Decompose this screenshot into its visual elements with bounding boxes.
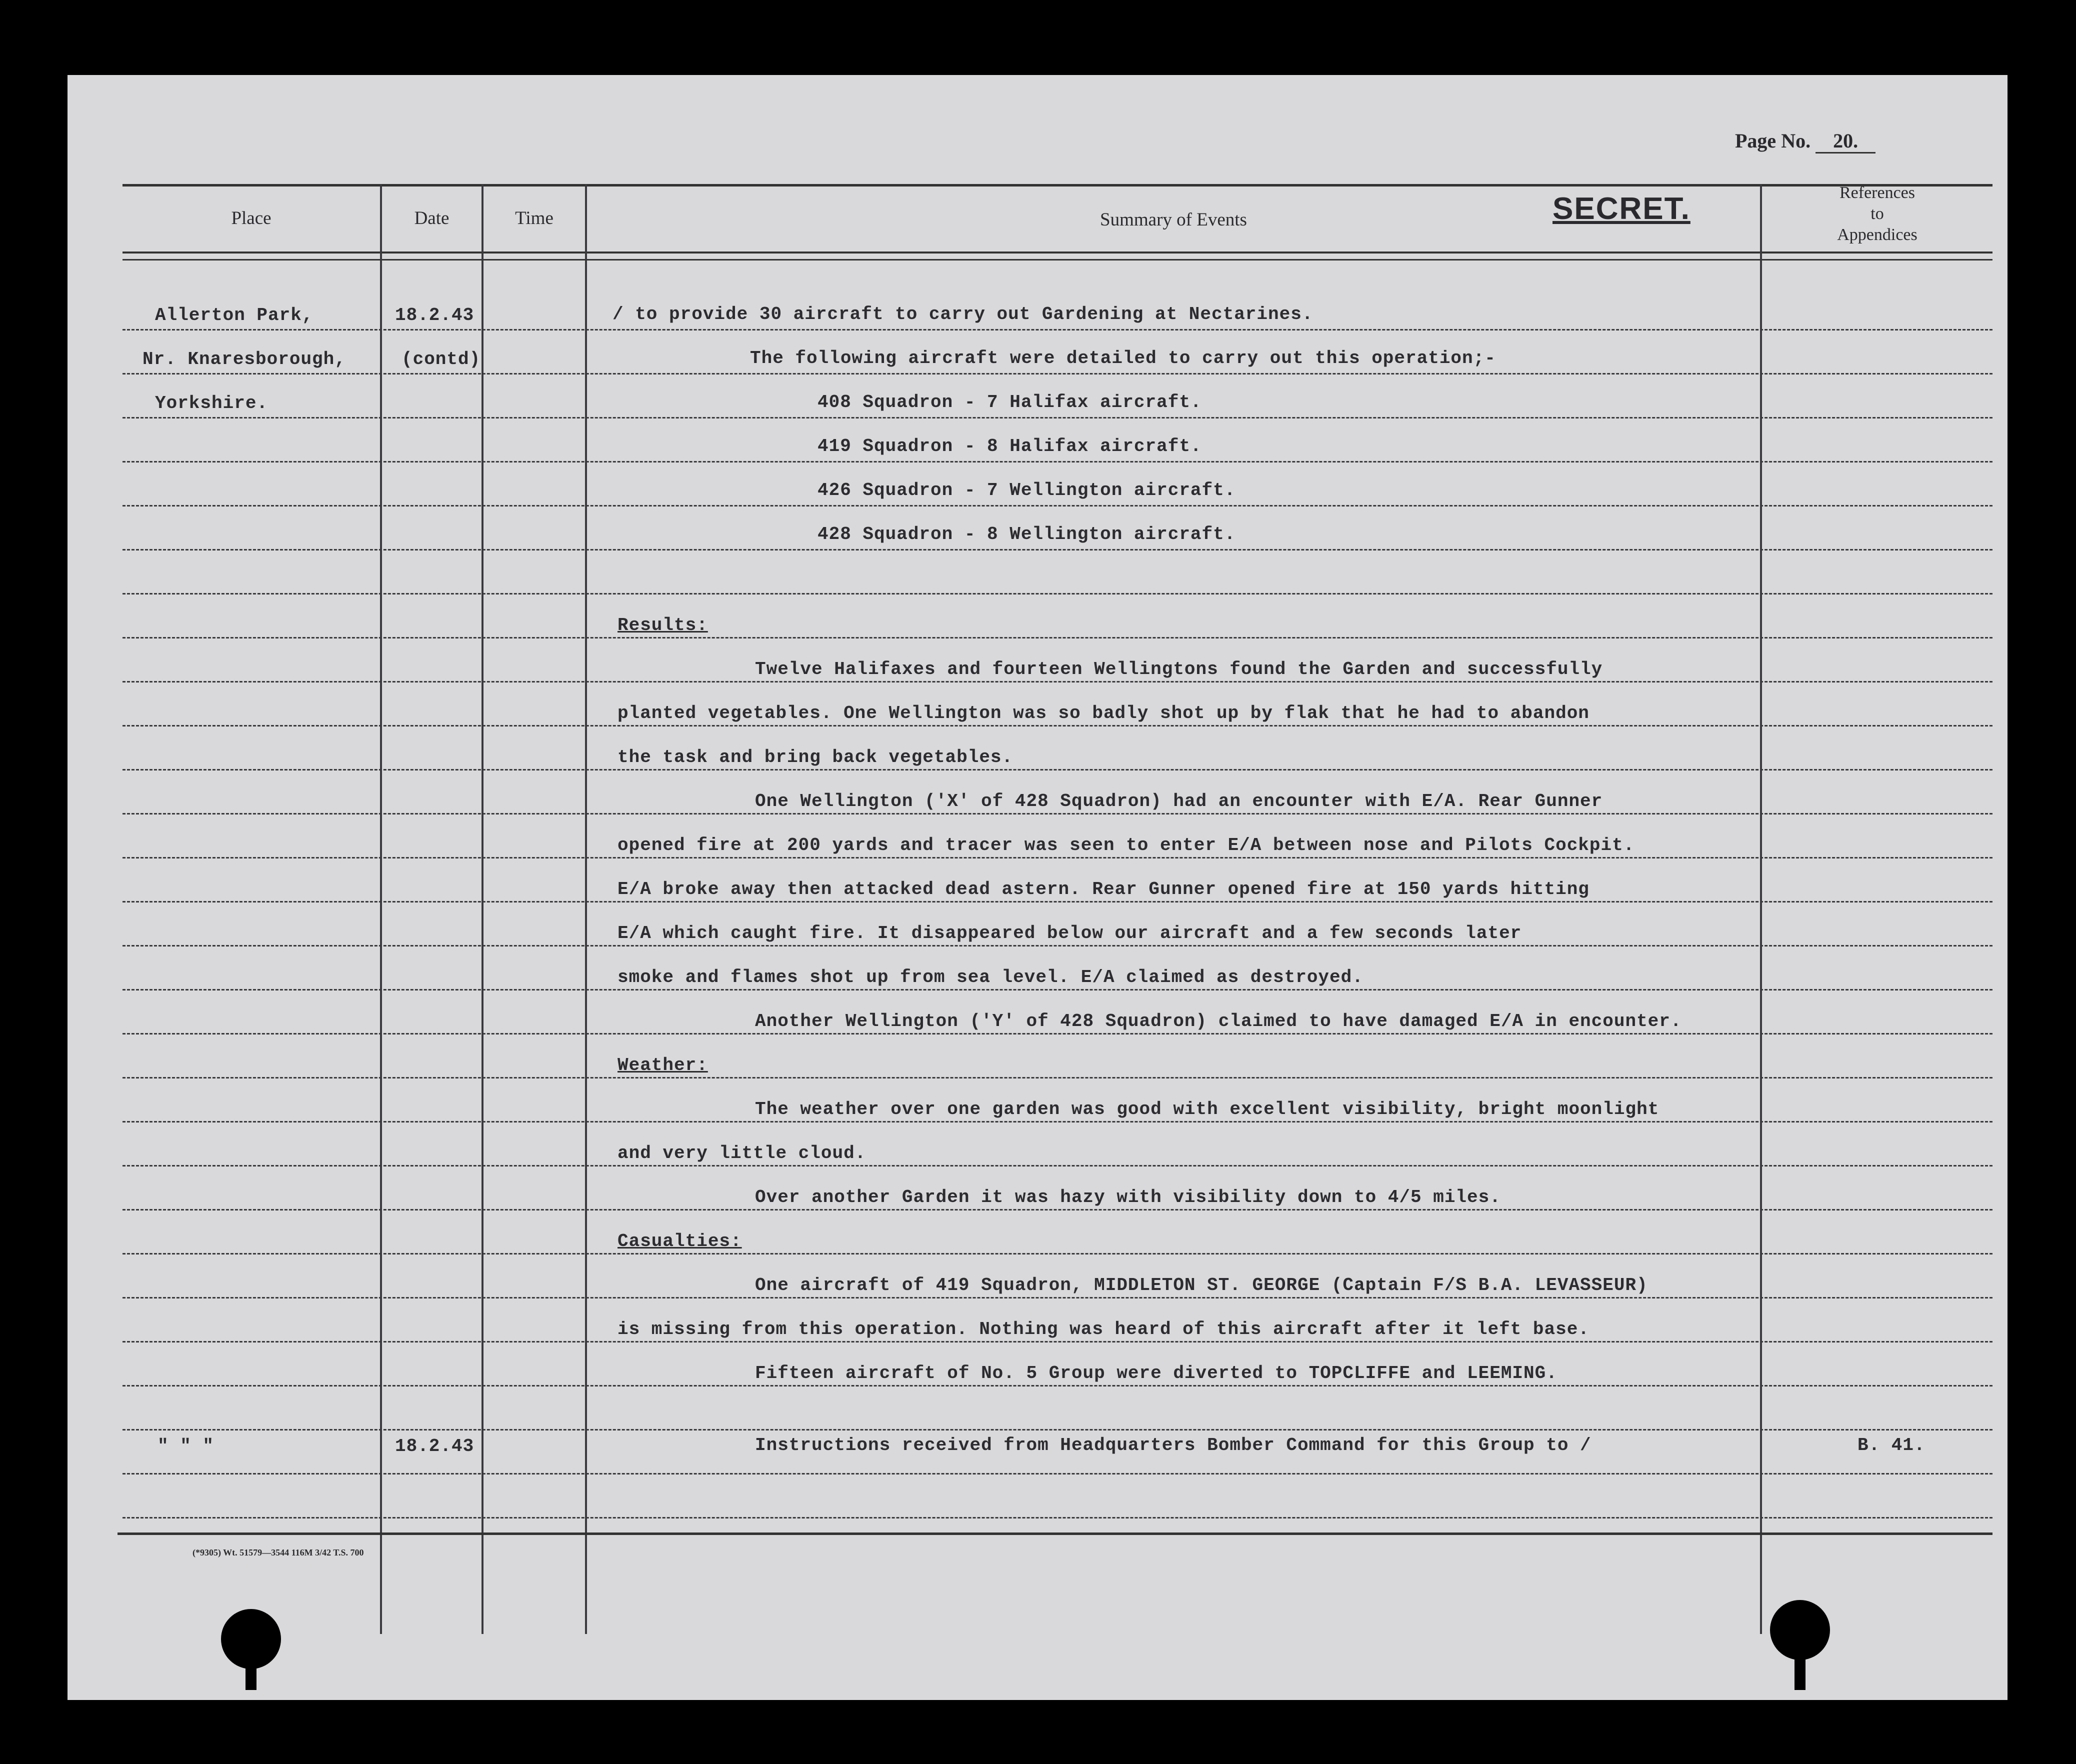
- ruled-line: [122, 1385, 1992, 1386]
- weather-line-1: The weather over one garden was good with excellent visibility, bright moonlight: [755, 1099, 1660, 1120]
- casualties-line-1: One aircraft of 419 Squadron, MIDDLETON ST. GEORGE (Captain F/S B.A. LEVASSEUR): [755, 1275, 1648, 1296]
- last-entry-date: 18.2.43: [395, 1436, 474, 1456]
- weather-line-2: and very little cloud.: [618, 1143, 866, 1164]
- ruled-line: [122, 945, 1992, 946]
- header-place: Place: [231, 208, 272, 228]
- results-line-3: the task and bring back vegetables.: [618, 747, 1014, 768]
- header-date: Date: [414, 208, 450, 228]
- last-entry-reference: B. 41.: [1858, 1435, 1926, 1456]
- place-line-3: Yorkshire.: [155, 393, 268, 414]
- ruled-line: [122, 1077, 1992, 1078]
- column-divider-place: [380, 184, 382, 1634]
- header-references-line2: to: [1870, 204, 1884, 223]
- print-code: (*9305) Wt. 51579—3544 116M 3/42 T.S. 700: [192, 1548, 364, 1558]
- ruled-line: [122, 1033, 1992, 1034]
- casualties-heading: Casualties:: [618, 1231, 742, 1252]
- results-line-2: planted vegetables. One Wellington was so badly shot up by flak that he had to abandon: [618, 703, 1590, 724]
- punch-hole-right-slot: [1794, 1650, 1806, 1690]
- ruled-line: [122, 1297, 1992, 1298]
- results-line-6: E/A broke away then attacked dead astern. Rear Gunner opened fire at 150 yards hitting: [618, 879, 1590, 900]
- ruled-line: [122, 329, 1992, 330]
- ruled-line: [122, 505, 1992, 506]
- squadron-line-419: 419 Squadron - 8 Halifax aircraft.: [818, 436, 1202, 456]
- header-references: [1762, 182, 1992, 246]
- summary-line-1: / to provide 30 aircraft to carry out Gardening at Nectarines.: [612, 304, 1314, 324]
- page-number: 20.: [1816, 130, 1876, 154]
- punch-hole-left-slot: [246, 1660, 256, 1690]
- header-references-line3: Appendices: [1837, 226, 1918, 244]
- casualties-line-2: is missing from this operation. Nothing was heard of this aircraft after it left base.: [618, 1319, 1590, 1340]
- ruled-line: [122, 1121, 1992, 1122]
- ruled-line: [122, 593, 1992, 594]
- ruled-line: [122, 1209, 1992, 1210]
- weather-line-3: Over another Garden it was hazy with visibility down to 4/5 miles.: [755, 1187, 1501, 1208]
- results-line-8: smoke and flames shot up from sea level. E/A claimed as destroyed.: [618, 967, 1364, 988]
- ruled-line: [122, 637, 1992, 638]
- war-diary-sheet: [68, 75, 2008, 1700]
- ruled-line: [122, 1517, 1992, 1518]
- ruled-line: [122, 1429, 1992, 1430]
- ruled-line: [122, 989, 1992, 990]
- ruled-line: [122, 857, 1992, 858]
- place-line-2: Nr. Knaresborough,: [142, 349, 346, 370]
- squadron-line-426: 426 Squadron - 7 Wellington aircraft.: [818, 480, 1236, 500]
- ruled-line: [122, 1341, 1992, 1342]
- header-time: Time: [515, 208, 554, 228]
- ruled-line: [122, 373, 1992, 374]
- ruled-line: [122, 1473, 1992, 1474]
- summary-line-2: The following aircraft were detailed to carry out this operation;-: [750, 348, 1496, 368]
- weather-heading: Weather:: [618, 1055, 708, 1076]
- ruled-line: [122, 549, 1992, 550]
- results-line-9: Another Wellington ('Y' of 428 Squadron) claimed to have damaged E/A in encounter.: [755, 1011, 1682, 1032]
- ruled-line: [122, 681, 1992, 682]
- date-line-2: (contd): [402, 349, 481, 370]
- last-entry-text: Instructions received from Headquarters Bomber Command for this Group to /: [755, 1435, 1592, 1456]
- header-summary: Summary of Events: [1100, 210, 1247, 230]
- results-line-4: One Wellington ('X' of 428 Squadron) had an encounter with E/A. Rear Gunner: [755, 791, 1603, 812]
- column-divider-time: [585, 184, 587, 1634]
- casualties-line-3: Fifteen aircraft of No. 5 Group were diverted to TOPCLIFFE and LEEMING.: [755, 1363, 1558, 1384]
- header-top-rule: [122, 184, 1992, 186]
- column-divider-summary: [1760, 184, 1762, 1634]
- ruled-line: [122, 417, 1992, 418]
- place-line-1: Allerton Park,: [155, 305, 314, 326]
- squadron-line-408: 408 Squadron - 7 Halifax aircraft.: [818, 392, 1202, 412]
- ruled-line: [122, 461, 1992, 462]
- body-top-rule: [122, 259, 1992, 260]
- ruled-line: [122, 813, 1992, 814]
- header-bottom-rule: [122, 252, 1992, 254]
- results-line-5: opened fire at 200 yards and tracer was seen to enter E/A between nose and Pilots Cockpit.: [618, 835, 1635, 856]
- ruled-line: [122, 725, 1992, 726]
- footer-rule: [118, 1532, 1992, 1535]
- results-line-7: E/A which caught fire. It disappeared below our aircraft and a few seconds later: [618, 923, 1522, 944]
- ruled-line: [122, 1165, 1992, 1166]
- results-line-1: Twelve Halifaxes and fourteen Wellingtons found the Garden and successfully: [755, 659, 1603, 680]
- secret-stamp: SECRET.: [1552, 192, 1690, 226]
- ruled-line: [122, 901, 1992, 902]
- page-number-label: Page No. 20.: [1735, 130, 1876, 154]
- ruled-line: [122, 769, 1992, 770]
- results-heading: Results:: [618, 615, 708, 636]
- ruled-line: [122, 1253, 1992, 1254]
- squadron-line-428: 428 Squadron - 8 Wellington aircraft.: [818, 524, 1236, 544]
- last-entry-place: " " ": [158, 1436, 214, 1456]
- column-divider-date: [482, 184, 484, 1634]
- date-line-1: 18.2.43: [395, 305, 474, 326]
- header-references-line1: References: [1839, 184, 1915, 202]
